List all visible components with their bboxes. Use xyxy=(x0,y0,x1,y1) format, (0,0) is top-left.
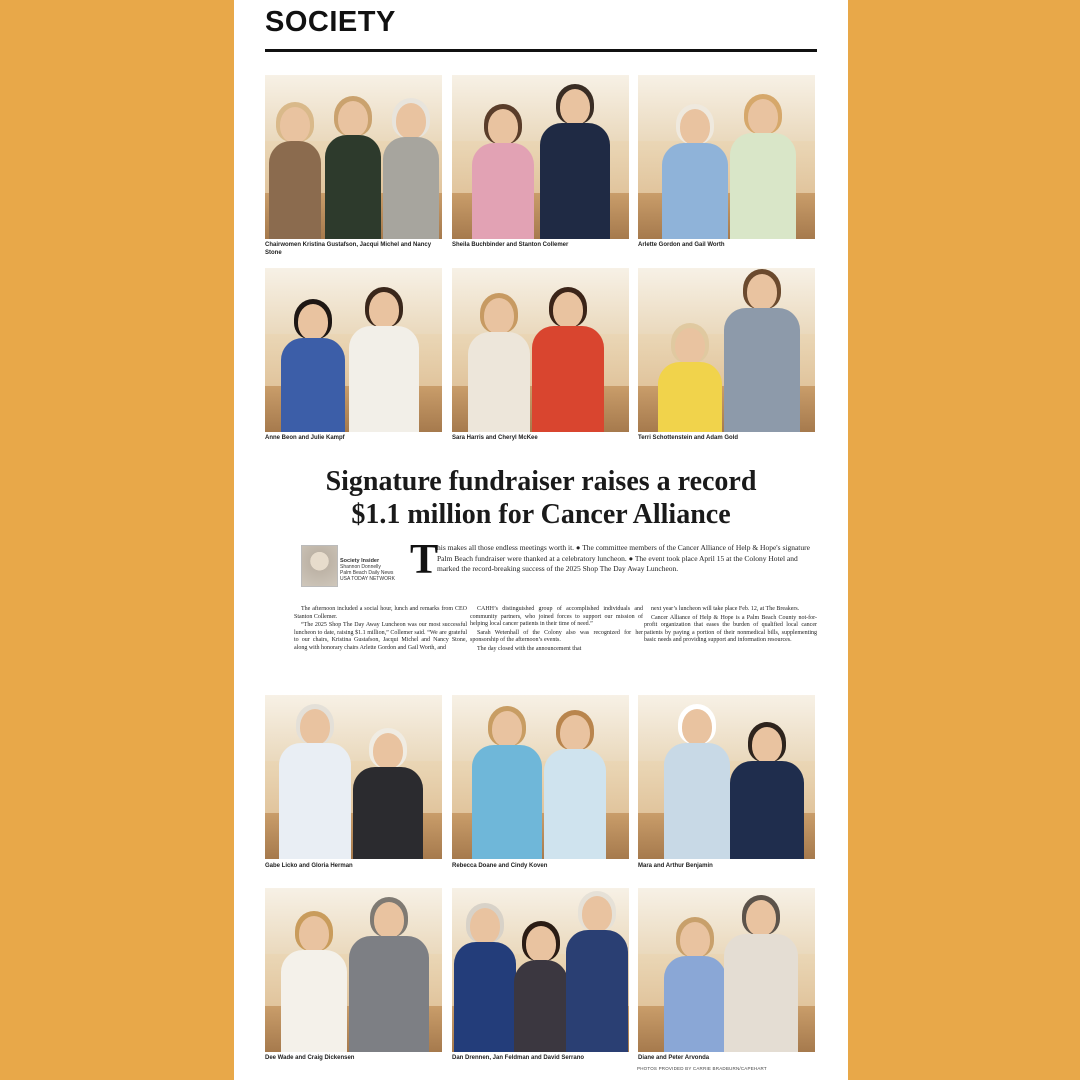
photo-caption: Mara and Arthur Benjamin xyxy=(638,863,713,869)
article-headline xyxy=(265,465,817,531)
section-title: SOCIETY xyxy=(265,6,396,38)
photo-2 xyxy=(452,75,629,239)
photo-12 xyxy=(638,888,815,1052)
headline-line-1: Signature fundraiser raises a record xyxy=(325,466,757,497)
photo-caption: Anne Beon and Julie Kampf xyxy=(265,435,345,441)
byline-author: Shannon Donnelly xyxy=(340,564,381,570)
headline-line-2: $1.1 million for Cancer Alliance xyxy=(351,499,731,530)
photo-9 xyxy=(638,695,815,859)
article-column-3 xyxy=(644,606,817,646)
photo-caption: Dan Drennen, Jan Feldman and David Serrano xyxy=(452,1055,585,1061)
photo-caption: Dee Wade and Craig Dickensen xyxy=(265,1055,355,1061)
paragraph: CAHH’s distinguished group of accomplished individuals and community partners, who joined forces to support our mission of helping local cancer patients in their time of need.” xyxy=(470,606,643,628)
paragraph: Cancer Alliance of Help & Hope is a Palm Beach County not-for-profit organization that eases the burden of qualified local cancer patients by paying a portion of their nonmedical bills, supplementing basic needs and providing support and information resources. xyxy=(644,614,817,644)
photo-7 xyxy=(265,695,442,859)
photo-caption: Rebecca Doane and Cindy Koven xyxy=(452,863,548,869)
drop-cap: T xyxy=(410,537,439,583)
photo-caption: Arlette Gordon and Gail Worth xyxy=(638,242,725,248)
photo-caption: Sara Harris and Cheryl McKee xyxy=(452,435,538,441)
photo-caption: Terri Schottenstein and Adam Gold xyxy=(638,435,739,441)
photo-4 xyxy=(265,268,442,432)
photo-caption: Diane and Peter Arvonda xyxy=(638,1055,710,1061)
article-column-2 xyxy=(470,606,643,655)
byline xyxy=(340,558,410,582)
byline-network: USA TODAY NETWORK xyxy=(340,576,395,582)
byline-outlet: Palm Beach Daily News xyxy=(340,570,394,576)
photo-5 xyxy=(452,268,629,432)
section-rule xyxy=(265,49,817,52)
paragraph: Sarah Wetenhall of the Colony also was recognized for her sponsorship of the afternoon’s events. xyxy=(470,629,643,644)
photo-1 xyxy=(265,75,442,239)
photo-8 xyxy=(452,695,629,859)
paragraph: next year’s luncheon will take place Feb. 12, at The Breakers. xyxy=(651,606,800,612)
photo-6 xyxy=(638,268,815,432)
article-column-1 xyxy=(294,606,467,654)
byline-column: Society Insider xyxy=(340,558,380,564)
photo-11 xyxy=(452,888,629,1052)
paragraph: The afternoon included a social hour, lunch and remarks from CEO Stanton Collemer. xyxy=(294,606,467,620)
photo-3 xyxy=(638,75,815,239)
columnist-photo xyxy=(301,545,338,587)
article-deck: his makes all those endless meetings worth it. ● The committee members of the Cancer Alliance of Help & Hope's signature Palm Beach fundraiser were thanked at a celebratory luncheon. ● The event took place April 15 at the Colony Hotel and marked the record-breaking success of the 2025 Shop The Day Away Luncheon. xyxy=(437,543,810,573)
photo-caption: Gabe Licko and Gloria Herman xyxy=(265,863,353,869)
paragraph: “The 2025 Shop The Day Away Luncheon was our most successful luncheon to date, raising $1.1 million,” Collemer said. “We are grateful to our chairs, Kristina Gustafson, Jacqui Michel and Nancy Stone, along with honorary chairs Arlette Gordon and Gail Worth, and xyxy=(294,622,467,651)
newspaper-page xyxy=(234,0,848,1080)
photo-caption: Chairwomen Kristina Gustafson, Jacqui Michel and Nancy Stone xyxy=(265,242,432,256)
photo-caption: Sheila Buchbinder and Stanton Collemer xyxy=(452,242,569,248)
photo-credit: PHOTOS PROVIDED BY CARRIE BRADBURN/CAPEHART xyxy=(637,1066,767,1071)
paragraph: The day closed with the announcement that xyxy=(477,645,582,652)
photo-10 xyxy=(265,888,442,1052)
